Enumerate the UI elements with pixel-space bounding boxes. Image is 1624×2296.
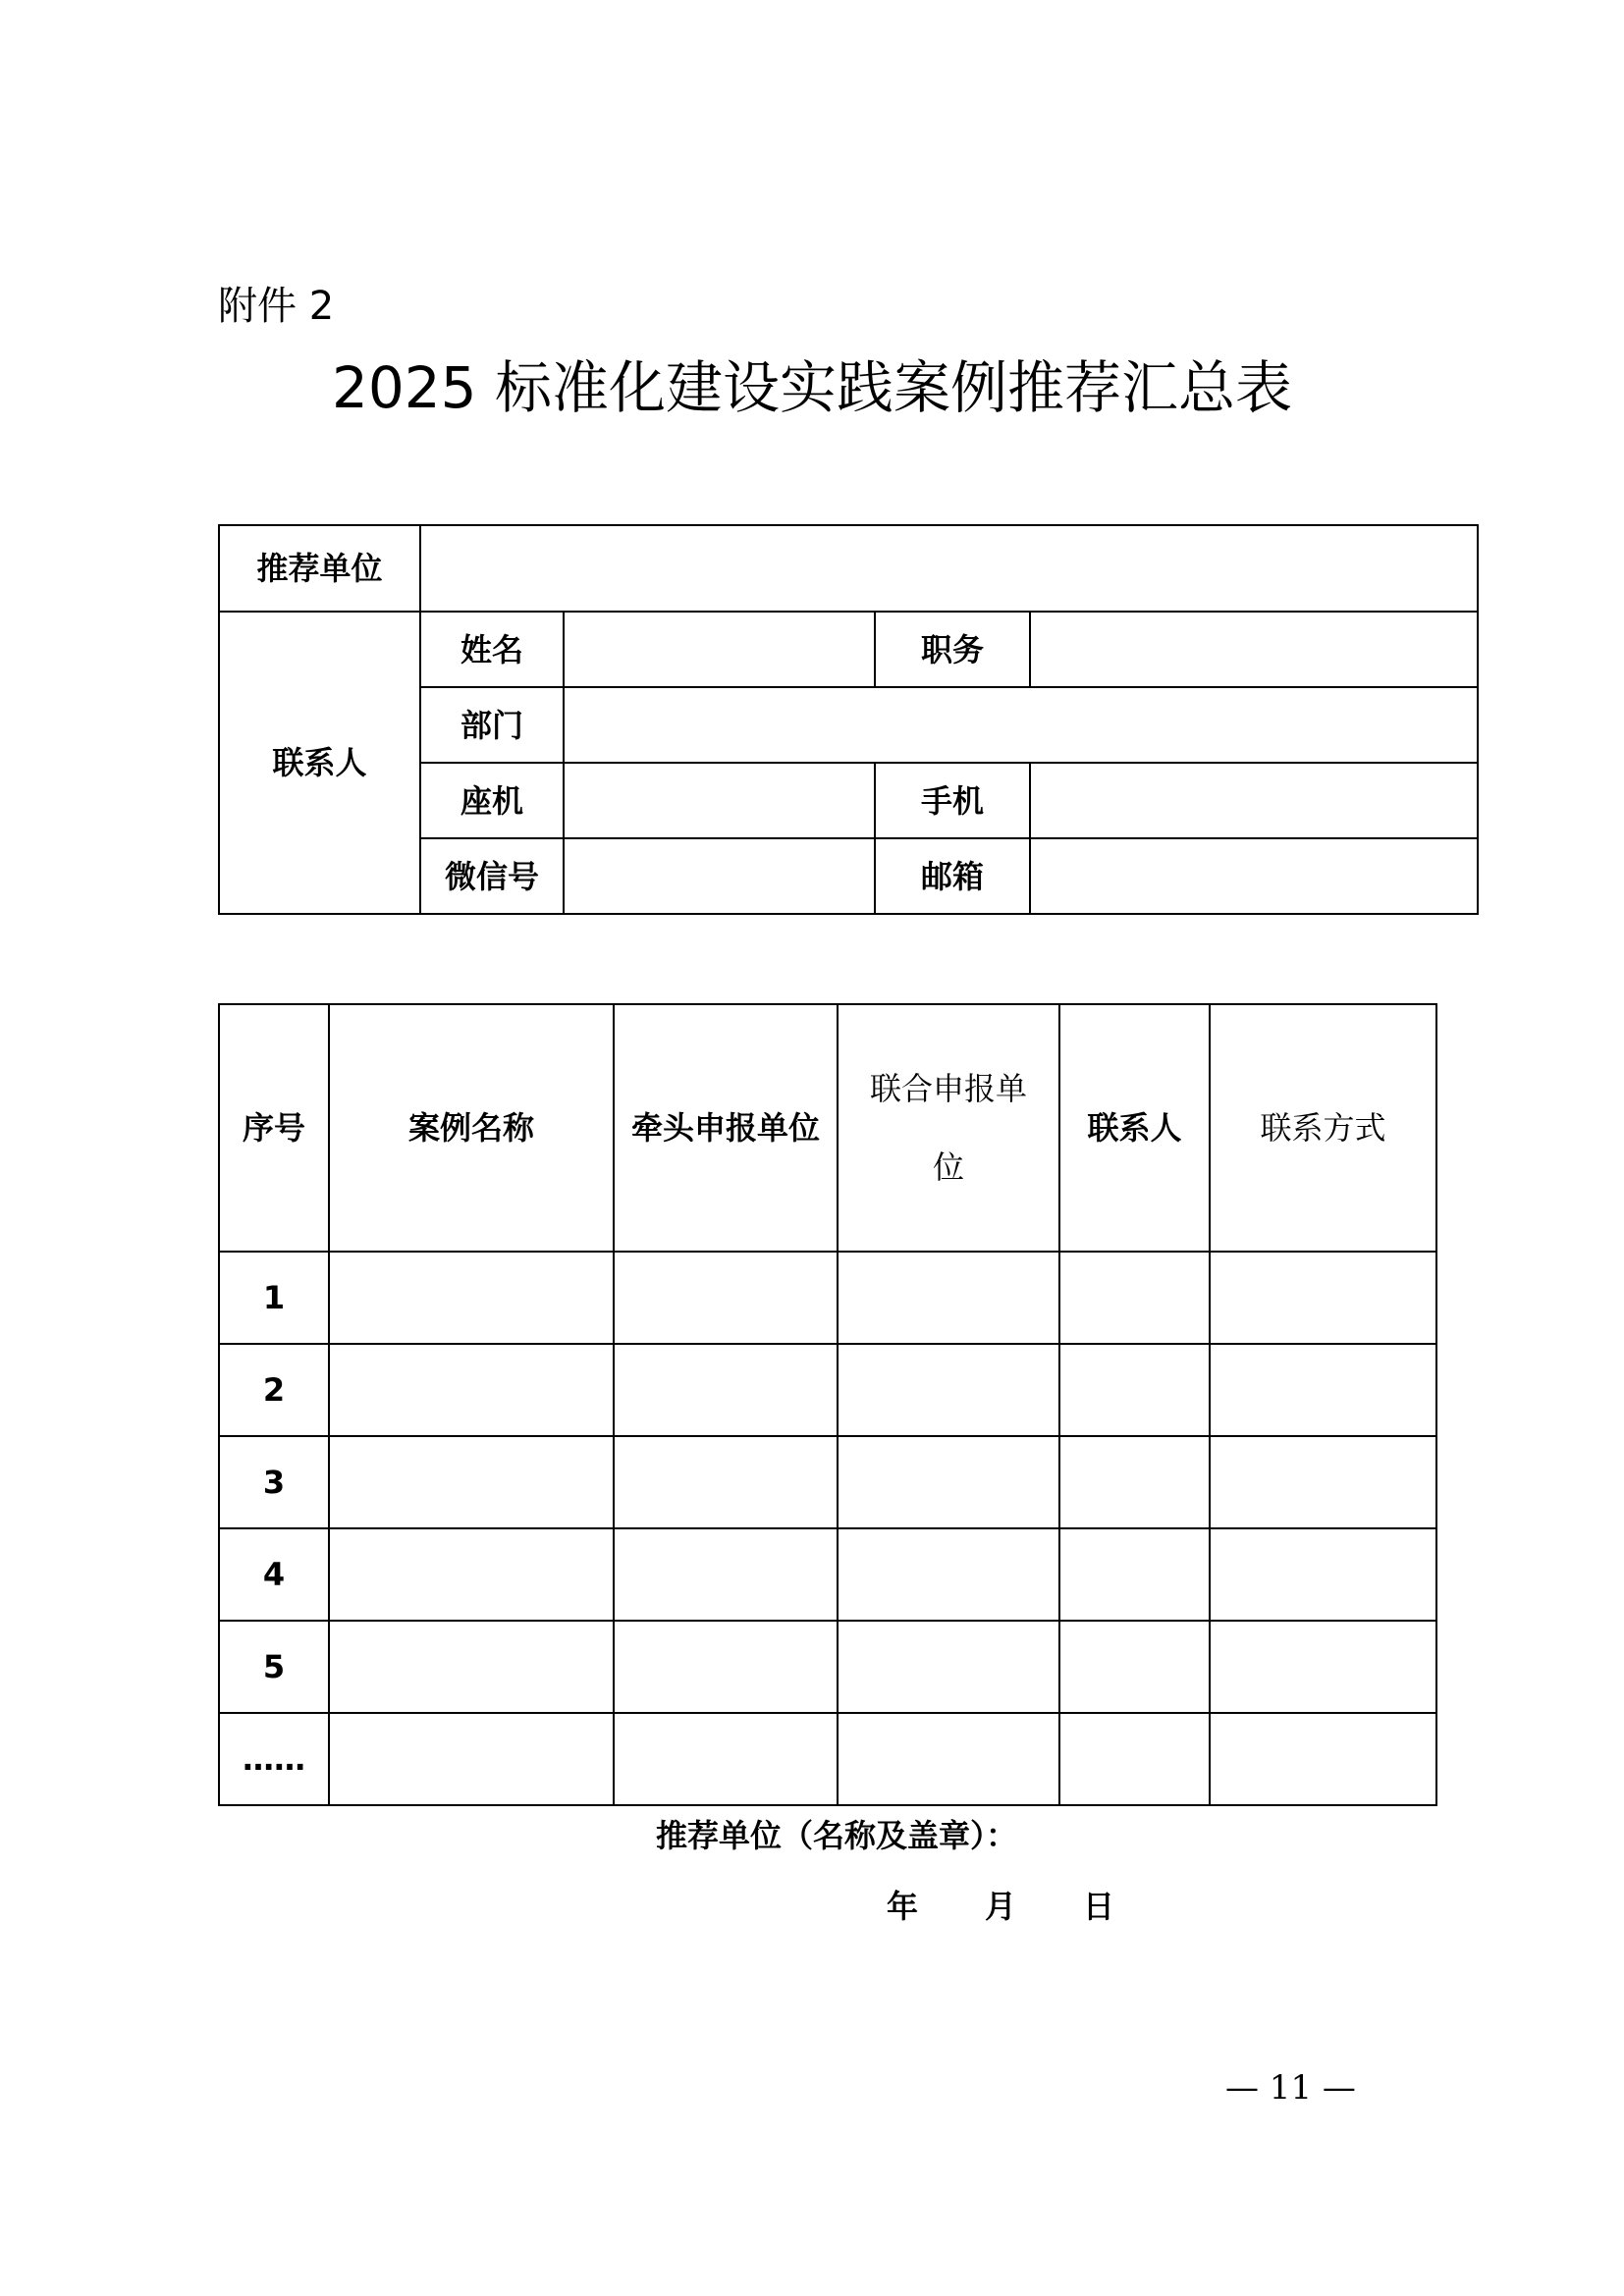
position-label: 职务 (875, 612, 1030, 687)
row-seq: …… (219, 1713, 329, 1805)
case-summary-table (218, 1003, 1437, 1806)
case-name-cell[interactable] (329, 1344, 614, 1436)
table-row (219, 1344, 1436, 1436)
page-title: 2025 标准化建设实践案例推荐汇总表 (331, 354, 1293, 421)
contact-info-table (218, 524, 1479, 915)
contact-cell[interactable] (1059, 1713, 1210, 1805)
header-joint-unit-line2: 位 (932, 1148, 964, 1186)
email-label: 邮箱 (875, 838, 1030, 914)
header-contact-method: 联系方式 (1210, 1004, 1436, 1252)
header-joint-unit (838, 1004, 1059, 1252)
table-row (219, 1436, 1436, 1528)
contact-cell[interactable] (1059, 1344, 1210, 1436)
case-name-cell[interactable] (329, 1528, 614, 1621)
contact-method-cell[interactable] (1210, 1713, 1436, 1805)
table-header-row (219, 1004, 1436, 1252)
header-seq: 序号 (219, 1004, 329, 1252)
recommending-unit-field[interactable] (420, 525, 1478, 612)
lead-unit-cell[interactable] (614, 1713, 838, 1805)
contact-cell[interactable] (1059, 1621, 1210, 1713)
case-name-cell[interactable] (329, 1436, 614, 1528)
row-seq: 2 (219, 1344, 329, 1436)
joint-unit-cell[interactable] (838, 1713, 1059, 1805)
contact-method-cell[interactable] (1210, 1344, 1436, 1436)
contact-cell[interactable] (1059, 1252, 1210, 1344)
contact-cell[interactable] (1059, 1528, 1210, 1621)
landline-field[interactable] (564, 763, 875, 838)
annex-label: 附件 2 (218, 284, 335, 329)
department-label: 部门 (420, 687, 564, 763)
table-row (219, 1252, 1436, 1344)
header-joint-unit-line1: 联合申报单 (869, 1070, 1027, 1107)
position-field[interactable] (1030, 612, 1478, 687)
table-row (219, 1528, 1436, 1621)
contact-method-cell[interactable] (1210, 1528, 1436, 1621)
lead-unit-cell[interactable] (614, 1344, 838, 1436)
row-seq: 1 (219, 1252, 329, 1344)
case-name-cell[interactable] (329, 1621, 614, 1713)
joint-unit-cell[interactable] (838, 1621, 1059, 1713)
joint-unit-cell[interactable] (838, 1436, 1059, 1528)
recommending-unit-label: 推荐单位 (219, 525, 420, 612)
table-row (219, 1621, 1436, 1713)
lead-unit-cell[interactable] (614, 1528, 838, 1621)
landline-label: 座机 (420, 763, 564, 838)
header-lead-unit: 牵头申报单位 (614, 1004, 838, 1252)
name-label: 姓名 (420, 612, 564, 687)
header-case-name: 案例名称 (329, 1004, 614, 1252)
lead-unit-cell[interactable] (614, 1252, 838, 1344)
contact-cell[interactable] (1059, 1436, 1210, 1528)
date-day-label: 日 (1083, 1888, 1115, 1925)
contact-method-cell[interactable] (1210, 1621, 1436, 1713)
lead-unit-cell[interactable] (614, 1436, 838, 1528)
row-seq: 4 (219, 1528, 329, 1621)
contact-method-cell[interactable] (1210, 1252, 1436, 1344)
mobile-label: 手机 (875, 763, 1030, 838)
name-field[interactable] (564, 612, 875, 687)
case-name-cell[interactable] (329, 1713, 614, 1805)
department-field[interactable] (564, 687, 1478, 763)
header-contact: 联系人 (1059, 1004, 1210, 1252)
contact-person-label: 联系人 (219, 612, 420, 914)
joint-unit-cell[interactable] (838, 1528, 1059, 1621)
date-year-label: 年 (887, 1888, 919, 1925)
row-seq: 3 (219, 1436, 329, 1528)
contact-method-cell[interactable] (1210, 1436, 1436, 1528)
mobile-field[interactable] (1030, 763, 1478, 838)
wechat-field[interactable] (564, 838, 875, 914)
joint-unit-cell[interactable] (838, 1344, 1059, 1436)
email-field[interactable] (1030, 838, 1478, 914)
row-seq: 5 (219, 1621, 329, 1713)
case-name-cell[interactable] (329, 1252, 614, 1344)
joint-unit-cell[interactable] (838, 1252, 1059, 1344)
lead-unit-cell[interactable] (614, 1621, 838, 1713)
page-number: — 11 — (1225, 2068, 1356, 2108)
stamp-label: 推荐单位（名称及盖章）： (656, 1817, 1018, 1854)
date-month-label: 月 (985, 1888, 1017, 1925)
table-row (219, 1713, 1436, 1805)
wechat-label: 微信号 (420, 838, 564, 914)
